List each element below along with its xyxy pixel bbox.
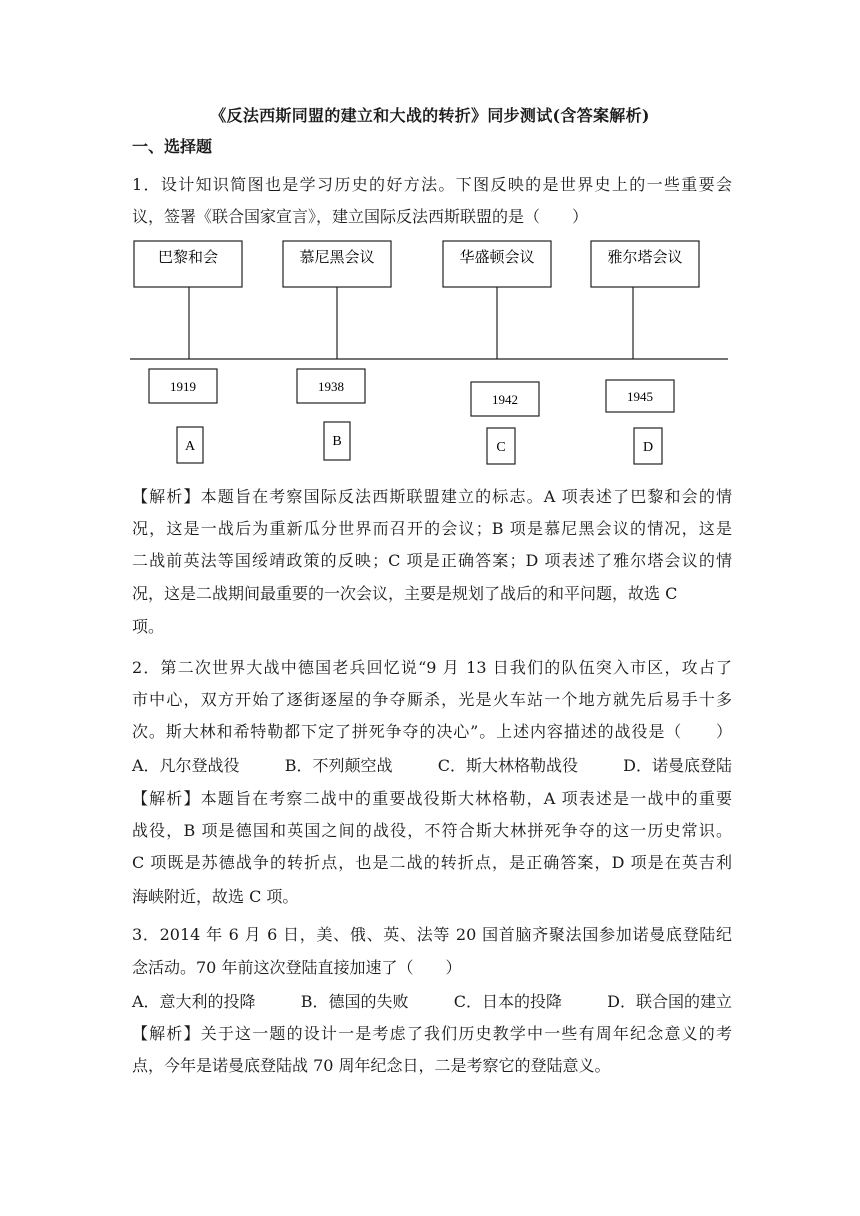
q3-option-b: B．德国的失败 <box>300 992 409 1011</box>
event-label-washington: 华盛顿会议 <box>459 248 535 266</box>
q3-analysis-line-2: 点，今年是诺曼底登陆战 70 周年纪念日，二是考察它的登陆意义。 <box>132 1056 611 1075</box>
q2-analysis-line-2: 战役，B 项是德国和英国之间的战役，不符合斯大林拼死争夺的这一历史常识。 <box>132 821 732 840</box>
q1-analysis-line-2: 况，这是一战后为重新瓜分世界而召开的会议；B 项是慕尼黑会议的情况，这是 <box>132 519 732 538</box>
q2-analysis-line-4: 海峡附近，故选 C 项。 <box>132 887 299 906</box>
q2-option-c: C．斯大林格勒战役 <box>437 756 578 775</box>
section-heading: 一、选择题 <box>132 137 213 156</box>
q1-stem-line-2: 议，签署《联合国家宣言》，建立国际反法西斯联盟的是（ ） <box>132 207 589 226</box>
q2-option-b: B．不列颠空战 <box>284 756 393 775</box>
event-label-yalta: 雅尔塔会议 <box>607 248 683 266</box>
option-label-b: B <box>332 434 342 449</box>
year-label-1942: 1942 <box>492 392 518 407</box>
option-label-c: C <box>496 440 506 455</box>
event-label-munich: 慕尼黑会议 <box>299 248 375 266</box>
q1-analysis-line-3: 二战前英法等国绥靖政策的反映；C 项是正确答案；D 项表述了雅尔塔会议的情 <box>132 551 732 570</box>
q1-analysis-line-4: 况，这是二战期间最重要的一次会议，主要是规划了战后的和平问题，故选 C <box>132 584 678 603</box>
q3-option-a: A．意大利的投降 <box>132 992 256 1011</box>
q3-analysis-line-1: 【解析】关于这一题的设计一是考虑了我们历史教学中一些有周年纪念意义的考 <box>132 1024 732 1043</box>
q2-stem-line-1: 2．第二次世界大战中德国老兵回忆说“9 月 13 日我们的队伍突入市区，攻占了 <box>132 658 732 677</box>
q2-options <box>132 753 732 776</box>
conference-timeline-diagram <box>125 232 735 472</box>
q2-option-a: A．凡尔登战役 <box>132 756 240 775</box>
q3-options <box>132 989 732 1012</box>
q3-option-d: D．联合国的建立 <box>607 992 732 1011</box>
document-title: 《反法西斯同盟的建立和大战的转折》同步测试(含答案解析) <box>210 106 650 125</box>
q2-option-d: D．诺曼底登陆 <box>623 756 732 775</box>
q2-analysis-line-3: C 项既是苏德战争的转折点，也是二战的转折点，是正确答案，D 项是在英吉利 <box>132 853 732 872</box>
q2-analysis-line-1: 【解析】本题旨在考察二战中的重要战役斯大林格勒，A 项表述是一战中的重要 <box>132 789 732 808</box>
year-label-1919: 1919 <box>170 379 196 394</box>
option-label-d: D <box>642 440 654 455</box>
q3-stem-line-2: 念活动。70 年前这次登陆直接加速了（ ） <box>132 958 462 977</box>
q1-analysis-line-1: 【解析】本题旨在考察国际反法西斯联盟建立的标志。A 项表述了巴黎和会的情 <box>132 487 732 506</box>
year-label-1938: 1938 <box>318 379 344 394</box>
q1-analysis-line-5: 项。 <box>132 617 165 636</box>
year-label-1945: 1945 <box>627 389 653 404</box>
option-label-a: A <box>184 439 196 454</box>
q3-option-c: C．日本的投降 <box>453 992 562 1011</box>
q2-stem-line-3: 次。斯大林和希特勒都下定了拼死争夺的决心”。上述内容描述的战役是（ ） <box>132 722 732 741</box>
q3-stem-line-1: 3．2014 年 6 月 6 日，美、俄、英、法等 20 国首脑齐聚法国参加诺曼底登陆纪 <box>132 925 732 944</box>
event-label-paris: 巴黎和会 <box>157 248 219 266</box>
q2-stem-line-2: 市中心，双方开始了逐街逐屋的争夺厮杀，光是火车站一个地方就先后易手十多 <box>132 690 732 709</box>
q1-stem-line-1: 1．设计知识简图也是学习历史的好方法。下图反映的是世界史上的一些重要会 <box>132 175 732 194</box>
